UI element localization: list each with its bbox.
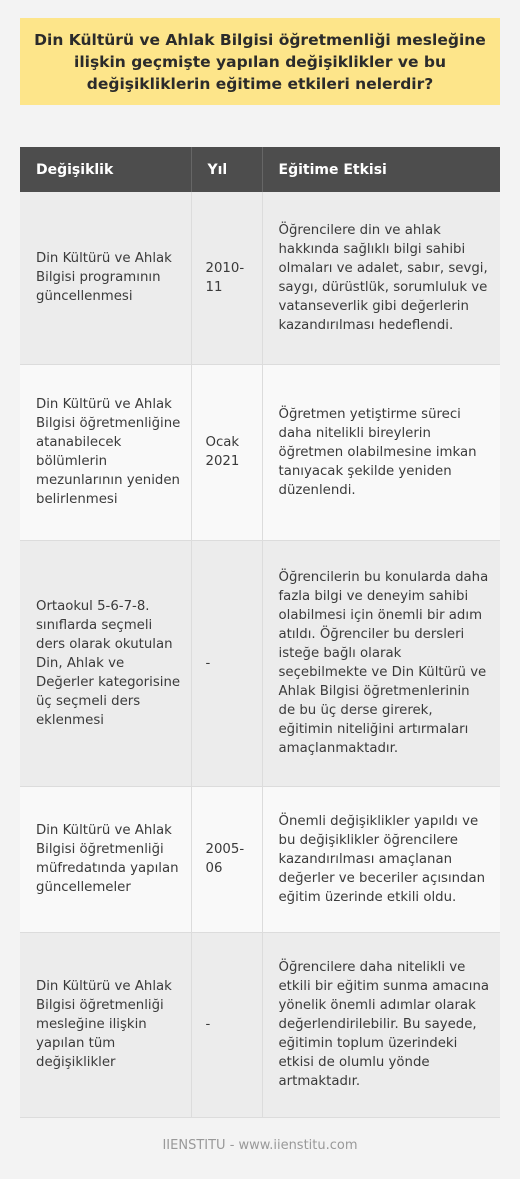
table-row [20,786,500,932]
cell-change: Din Kültürü ve Ahlak Bilgisi öğretmenliği müfredatında yapılan güncellemeler [20,786,191,932]
cell-effect: Öğretmen yetiştirme süreci daha nitelikli bireylerin öğretmen olabilmesine imkan tanıyacak şekilde yeniden düzenlendi. [262,364,500,540]
changes-table [20,147,500,1118]
header-change: Değişiklik [20,147,191,192]
table-row [20,192,500,364]
table-row [20,932,500,1117]
cell-effect: Önemli değişiklikler yapıldı ve bu değişiklikler öğrencilere kazandırılması amaçlanan değerler ve beceriler açısından eğitim üzerinde etkili oldu. [262,786,500,932]
cell-year: 2005-06 [191,786,262,932]
cell-year: - [191,540,262,786]
cell-year: Ocak 2021 [191,364,262,540]
cell-change: Ortaokul 5-6-7-8. sınıflarda seçmeli ders olarak okutulan Din, Ahlak ve Değerler kategorisine üç seçmeli ders eklenmesi [20,540,191,786]
cell-change: Din Kültürü ve Ahlak Bilgisi programının güncellenmesi [20,192,191,364]
cell-change: Din Kültürü ve Ahlak Bilgisi öğretmenliği mesleğine ilişkin yapılan tüm değişiklikler [20,932,191,1117]
header-year: Yıl [191,147,262,192]
header-effect: Eğitime Etkisi [262,147,500,192]
cell-effect: Öğrencilere daha nitelikli ve etkili bir eğitim sunma amacına yönelik önemli adımlar olarak değerlendirilebilir. Bu sayede, eğitimin toplum üzerindeki etkisi de olumlu yönde artmaktadır. [262,932,500,1117]
title-banner [20,18,500,105]
table-row [20,364,500,540]
page-title: Din Kültürü ve Ahlak Bilgisi öğretmenliği mesleğine ilişkin geçmişte yapılan değişiklikler ve bu değişikliklerin eğitime etkileri nelerdir? [34,30,486,93]
footer-credit: IIENSTITU - www.iienstitu.com [162,1138,358,1153]
cell-year: - [191,932,262,1117]
cell-year: 2010-11 [191,192,262,364]
cell-effect: Öğrencilere din ve ahlak hakkında sağlıklı bilgi sahibi olmaları ve adalet, sabır, sevgi, saygı, dürüstlük, sorumluluk ve vatanseverlik gibi değerlerin kazandırılması hedeflendi. [262,192,500,364]
table-row [20,540,500,786]
cell-change: Din Kültürü ve Ahlak Bilgisi öğretmenliğine atanabilecek bölümlerin mezunlarının yeniden belirlenmesi [20,364,191,540]
cell-effect: Öğrencilerin bu konularda daha fazla bilgi ve deneyim sahibi olabilmesi için önemli bir adım atıldı. Öğrenciler bu dersleri isteğe bağlı olarak seçebilmekte ve Din Kültürü ve Ahlak Bilgisi öğretmenlerinin de bu üç derse girerek, eğitimin niteliğini artırmaları amaçlanmaktadır. [262,540,500,786]
table-header-row [20,147,500,192]
